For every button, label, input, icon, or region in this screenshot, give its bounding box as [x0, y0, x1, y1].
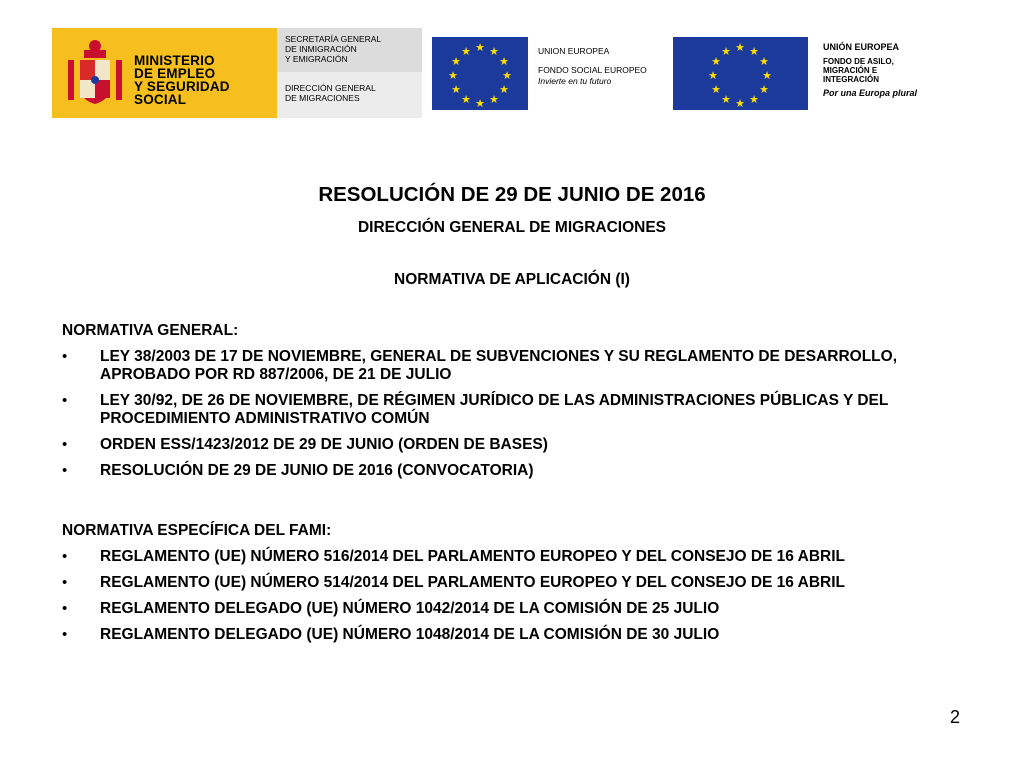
list-item-text: REGLAMENTO DELEGADO (UE) NÚMERO 1042/2014 DE LA COMISIÓN DE 25 JULIO: [100, 600, 720, 617]
normativa-fami-heading: NORMATIVA ESPECÍFICA DEL FAMI:: [62, 522, 332, 539]
eu-social-fund-line1: UNION EUROPEA: [538, 46, 610, 56]
bullet-icon: •: [62, 392, 68, 409]
list-item: [62, 462, 962, 480]
list-item: [62, 548, 962, 566]
eu-flag-amif: [673, 37, 808, 110]
svg-text:★: ★: [721, 93, 731, 106]
coat-of-arms-icon: [64, 38, 126, 108]
normativa-general-heading: NORMATIVA GENERAL:: [62, 322, 239, 339]
bullet-icon: •: [62, 626, 68, 643]
svg-text:★: ★: [448, 69, 458, 82]
bullet-icon: •: [62, 548, 68, 565]
page-number: 2: [950, 707, 961, 727]
svg-text:★: ★: [735, 41, 745, 54]
list-item: [62, 574, 962, 592]
bullet-icon: •: [62, 462, 68, 479]
eu-amif-line2: FONDO DE ASILO,: [823, 57, 894, 66]
svg-text:★: ★: [711, 55, 721, 68]
svg-text:★: ★: [499, 83, 509, 96]
svg-text:★: ★: [749, 45, 759, 58]
bullet-icon: •: [62, 436, 68, 453]
secretaria-logo: [277, 28, 422, 118]
list-item-text: REGLAMENTO (UE) NÚMERO 516/2014 DEL PARLAMENTO EUROPEO Y DEL CONSEJO DE 16 ABRIL: [100, 548, 846, 565]
svg-text:★: ★: [489, 45, 499, 58]
svg-text:★: ★: [735, 97, 745, 110]
svg-text:★: ★: [489, 93, 499, 106]
list-item: [62, 436, 962, 454]
eu-social-fund-text: [538, 46, 647, 87]
eu-social-fund-line2: FONDO SOCIAL EUROPEO: [538, 65, 647, 75]
svg-text:★: ★: [759, 83, 769, 96]
eu-amif-text: [823, 43, 917, 98]
eu-social-fund-slogan: Invierte en tu futuro: [538, 76, 612, 86]
ministry-logo: [52, 28, 277, 118]
list-item-text: LEY 30/92, DE 26 DE NOVIEMBRE, DE RÉGIMEN JURÍDICO DE LAS ADMINISTRACIONES PÚBLICAS Y DEL PROCEDIMIENTO ADMINISTRATIVO COMÚN: [100, 392, 889, 427]
normativa-fami-section: [62, 522, 962, 652]
eu-flag-social-fund: [432, 37, 528, 110]
eu-stars-icon: [432, 37, 528, 110]
svg-text:★: ★: [475, 97, 485, 110]
svg-text:★: ★: [451, 55, 461, 68]
list-item-text: RESOLUCIÓN DE 29 DE JUNIO DE 2016 (CONVOCATORIA): [100, 462, 534, 479]
direccion-name: DIRECCIÓN GENERAL DE MIGRACIONES: [285, 83, 376, 103]
eu-amif-line3: MIGRACIÓN E: [823, 66, 878, 75]
svg-text:★: ★: [475, 41, 485, 54]
list-item: [62, 626, 962, 644]
eu-amif-slogan: Por una Europa plural: [823, 88, 918, 98]
svg-text:★: ★: [461, 93, 471, 106]
eu-amif-line1: UNIÓN EUROPEA: [823, 42, 900, 52]
page-subtitle: DIRECCIÓN GENERAL DE MIGRACIONES: [357, 219, 667, 236]
page-title: RESOLUCIÓN DE 29 DE JUNIO DE 2016: [318, 183, 706, 206]
svg-text:★: ★: [749, 93, 759, 106]
svg-text:★: ★: [721, 45, 731, 58]
bullet-icon: •: [62, 600, 68, 617]
svg-text:★: ★: [451, 83, 461, 96]
list-item: [62, 600, 962, 618]
svg-text:★: ★: [461, 45, 471, 58]
list-item-text: REGLAMENTO (UE) NÚMERO 514/2014 DEL PARLAMENTO EUROPEO Y DEL CONSEJO DE 16 ABRIL: [100, 574, 846, 591]
bullet-icon: •: [62, 574, 68, 591]
svg-text:★: ★: [759, 55, 769, 68]
svg-text:★: ★: [708, 69, 718, 82]
svg-text:★: ★: [502, 69, 512, 82]
svg-text:★: ★: [711, 83, 721, 96]
eu-amif-line4: INTEGRACIÓN: [823, 75, 879, 84]
section-title: NORMATIVA DE APLICACIÓN (I): [394, 271, 630, 288]
list-item: [62, 392, 962, 428]
ministry-name: MINISTERIO DE EMPLEO Y SEGURIDAD SOCIAL: [134, 53, 230, 107]
bullet-icon: •: [62, 348, 68, 365]
normativa-general-section: [62, 322, 962, 488]
secretaria-name: SECRETARÍA GENERAL DE INMIGRACIÓN Y EMIGRACIÓN: [285, 34, 382, 64]
list-item: [62, 348, 962, 384]
svg-text:★: ★: [762, 69, 772, 82]
list-item-text: REGLAMENTO DELEGADO (UE) NÚMERO 1048/2014 DE LA COMISIÓN DE 30 JULIO: [100, 626, 720, 643]
list-item-text: LEY 38/2003 DE 17 DE NOVIEMBRE, GENERAL DE SUBVENCIONES Y SU REGLAMENTO DE DESARROLLO, APROBADO POR RD 887/2006, DE 21 DE JULIO: [100, 348, 898, 383]
svg-text:★: ★: [499, 55, 509, 68]
list-item-text: ORDEN ESS/1423/2012 DE 29 DE JUNIO (ORDEN DE BASES): [100, 436, 548, 453]
eu-stars-icon: [673, 37, 808, 110]
